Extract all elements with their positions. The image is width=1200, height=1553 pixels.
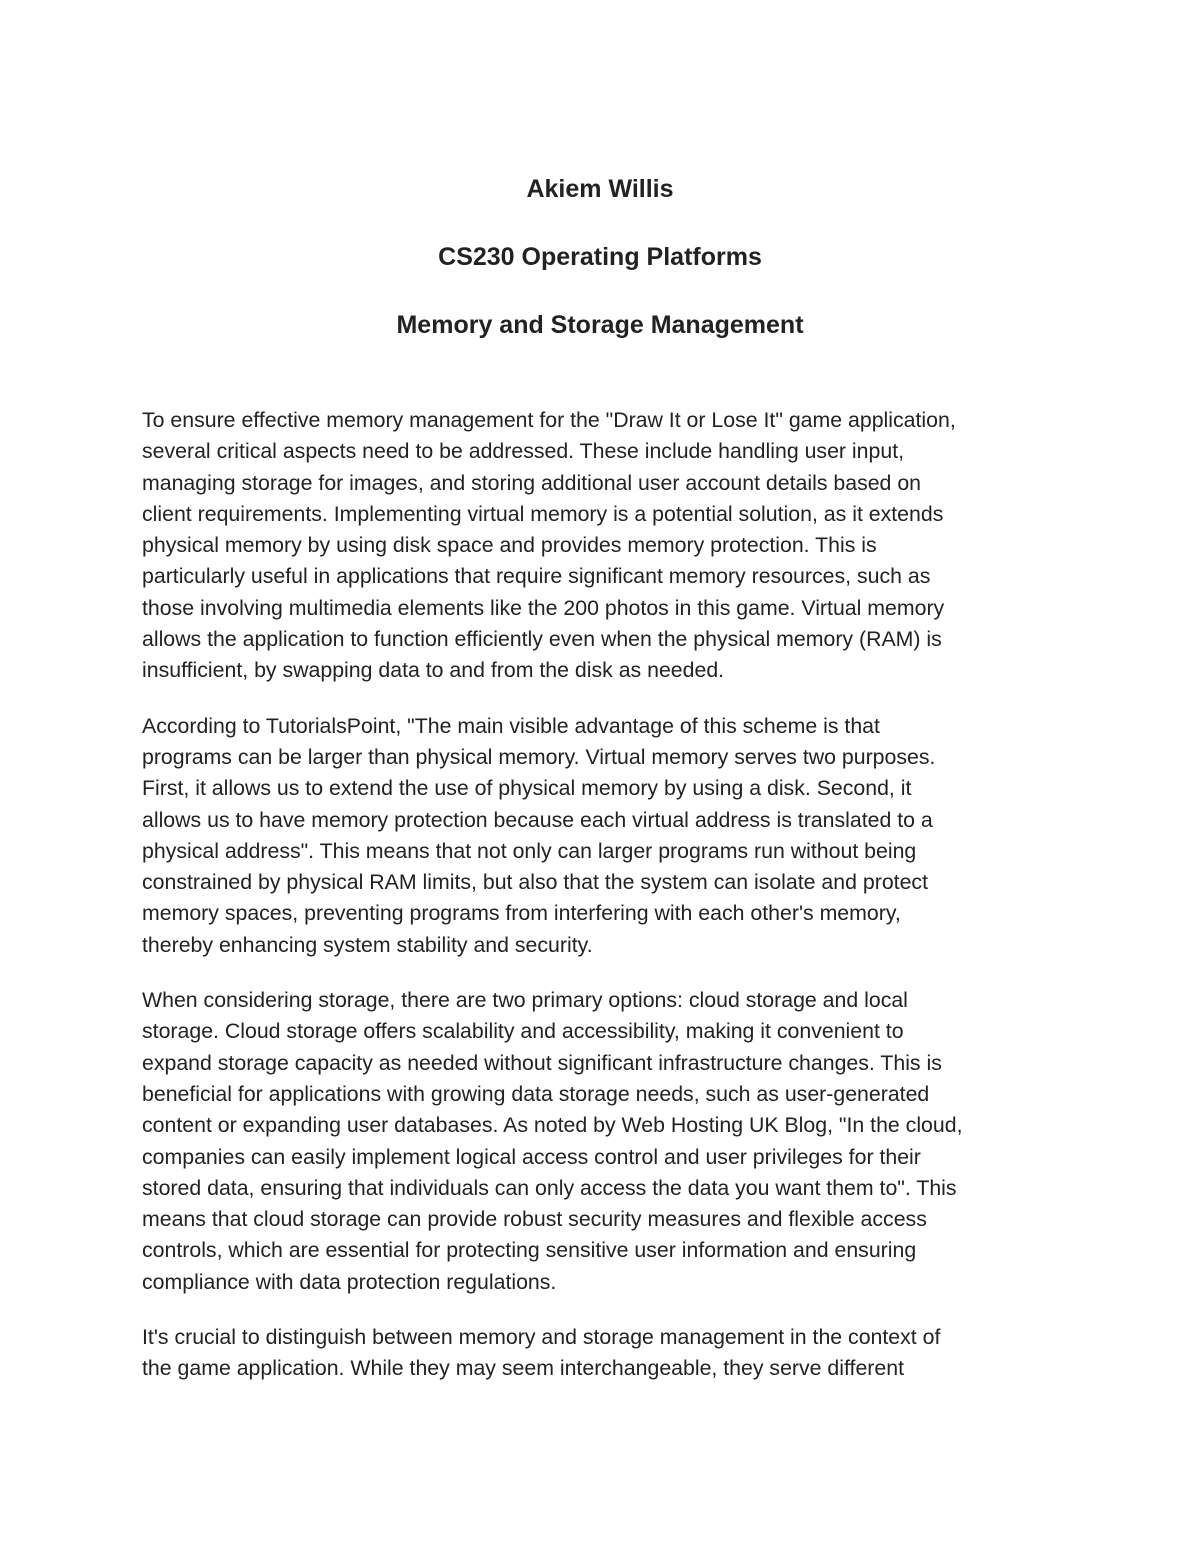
paragraph-3 — [142, 985, 1060, 1298]
document-title: Memory and Storage Management — [396, 311, 804, 339]
text-line: the game application. While they may seem interchangeable, they serve different — [142, 1356, 904, 1381]
document-body — [142, 405, 1060, 1385]
text-line: client requirements. Implementing virtual memory is a potential solution, as it extends — [142, 501, 944, 526]
text-line: means that cloud storage can provide robust security measures and flexible access — [142, 1207, 927, 1232]
text-line: programs can be larger than physical memory. Virtual memory serves two purposes. — [142, 744, 936, 769]
text-line: To ensure effective memory management for the "Draw It or Lose It" game application, — [142, 408, 956, 432]
text-line: several critical aspects need to be addressed. These include handling user input, — [142, 439, 905, 464]
paragraph-4 — [142, 1322, 1060, 1385]
text-line: particularly useful in applications that require significant memory resources, such as — [142, 564, 931, 589]
text-line: thereby enhancing system stability and security. — [142, 932, 593, 957]
text-line: When considering storage, there are two primary options: cloud storage and local — [142, 988, 908, 1013]
text-line: constrained by physical RAM limits, but also that the system can isolate and protect — [142, 870, 928, 895]
text-line: allows the application to function efficiently even when the physical memory (RAM) is — [142, 627, 942, 652]
text-line: physical address". This means that not only can larger programs run without being — [142, 838, 917, 863]
paragraph-1 — [142, 405, 1060, 687]
text-line: storage. Cloud storage offers scalability and accessibility, making it convenient to — [142, 1019, 904, 1044]
paragraph-2 — [142, 711, 1060, 961]
text-line: stored data, ensuring that individuals can only access the data you want them to". This — [142, 1175, 957, 1200]
text-line: expand storage capacity as needed without significant infrastructure changes. This is — [142, 1050, 942, 1075]
text-line: allows us to have memory protection because each virtual address is translated to a — [142, 807, 933, 832]
course-title: CS230 Operating Platforms — [438, 243, 762, 271]
text-line: companies can easily implement logical access control and user privileges for their — [142, 1144, 921, 1169]
text-line: It's crucial to distinguish between memory and storage management in the context of — [142, 1325, 941, 1350]
text-line: First, it allows us to extend the use of physical memory by using a disk. Second, it — [142, 776, 912, 801]
text-line: those involving multimedia elements like the 200 photos in this game. Virtual memory — [142, 595, 945, 620]
text-line: content or expanding user databases. As noted by Web Hosting UK Blog, "In the cloud, — [142, 1113, 963, 1138]
text-line: compliance with data protection regulations. — [142, 1269, 557, 1294]
text-line: According to TutorialsPoint, "The main visible advantage of this scheme is that — [142, 713, 880, 738]
text-line: managing storage for images, and storing additional user account details based on — [142, 470, 922, 495]
text-line: controls, which are essential for protecting sensitive user information and ensuring — [142, 1238, 917, 1263]
author-name: Akiem Willis — [526, 175, 674, 203]
text-line: memory spaces, preventing programs from interfering with each other's memory, — [142, 901, 901, 926]
text-line: beneficial for applications with growing data storage needs, such as user-generated — [142, 1081, 930, 1106]
text-line: insufficient, by swapping data to and from the disk as needed. — [142, 658, 725, 683]
text-line: physical memory by using disk space and provides memory protection. This is — [142, 533, 877, 558]
